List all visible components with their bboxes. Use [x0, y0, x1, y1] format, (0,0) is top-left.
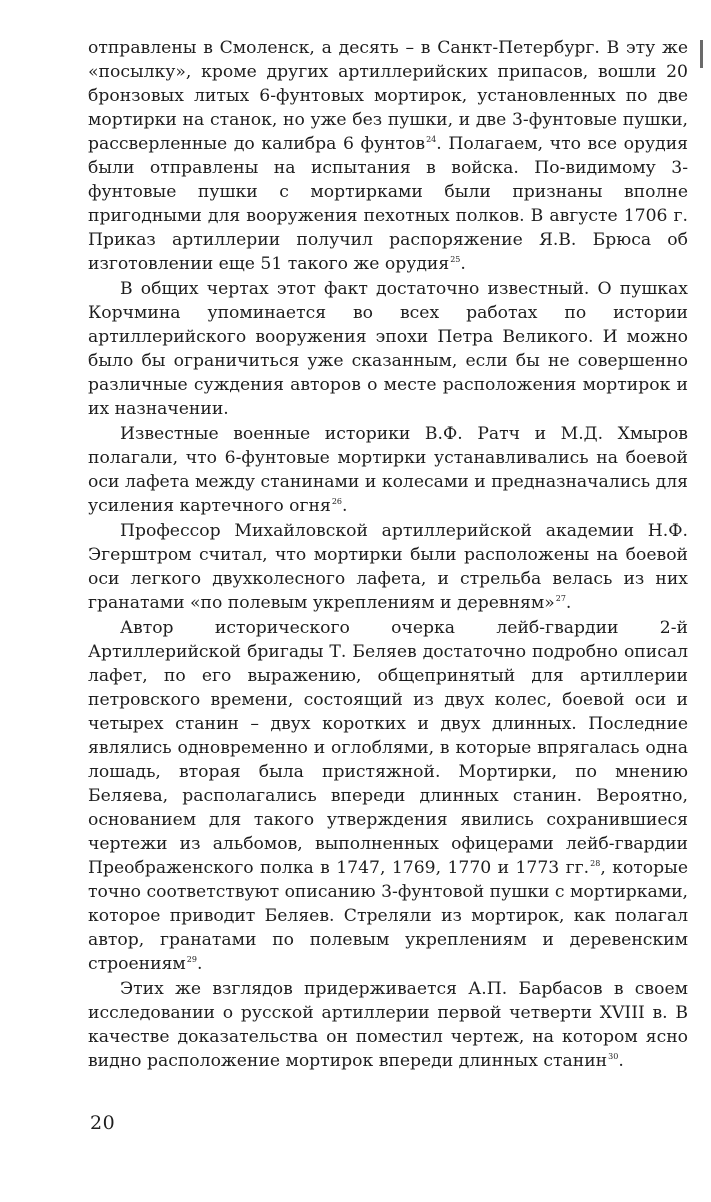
paragraph — [88, 977, 688, 1073]
footnote-marker: 25 — [450, 255, 461, 265]
paragraph-text: . — [565, 593, 572, 613]
paragraph-text: . — [196, 954, 203, 974]
book-page — [88, 36, 688, 1073]
footnote-marker: 24 — [426, 135, 437, 145]
paragraph — [88, 36, 688, 276]
paragraph-text: отправлены в Смоленск, а десять – в Санкт-Петербург. В эту же «посылку», кроме других артиллерийских припасов, вошли 20 бронзовых литых 6-фунтовых мортирок, установленных по две мортирки на станок, но уже без пушки, и две 3-фунтовые пушки, рассверленные до калибра 6 фунтов — [88, 38, 688, 154]
footnote-marker: 28 — [590, 859, 601, 869]
footnote-marker: 30 — [608, 1052, 619, 1062]
paragraph-text: . — [618, 1051, 624, 1071]
paragraph-text: , которые точно соответствуют описанию 3-фунтовой пушки с мортирками, которое приводит Беляев. Стреляли из мортирок, как полагал автор, гранатами по полевым укреплениям и деревенским строениям — [88, 858, 689, 974]
page-number: 20 — [90, 1112, 116, 1134]
paragraph-text: . — [342, 496, 348, 516]
paragraph-text: Автор исторического очерка лейб-гвардии 2-й Артиллерийской бригады Т. Беляев достаточно подробно описал лафет, по его выражению, общепринятый для артиллерии петровского времени, состоящий из двух колес, боевой оси и четырех станин – двух коротких и двух длинных. Последние являлись одновременно и оглоблями, в которые впрягалась одна лошадь, вторая была пристяжной. Мортирки, по мнению Беляева, располагались впереди длинных станин. Вероятно, основанием для такого утверждения явились сохранившиеся чертежи из альбомов, выполненных офицерами лейб-гвардии Преображенского полка в 1747, 1769, 1770 и 1773 гг. — [88, 618, 688, 878]
paragraph-text: Известные военные историки В.Ф. Ратч и М.Д. Хмыров полагали, что 6-фунтовые мортирки устанавливались на боевой оси лафета между станинами и колесами и предназначались для усиления картечного огня — [88, 424, 688, 516]
scan-edge-mark — [700, 40, 703, 68]
paragraph — [88, 519, 688, 615]
footnote-marker: 29 — [186, 955, 197, 965]
paragraph-text: Профессор Михайловской артиллерийской академии Н.Ф. Эгерштром считал, что мортирки были расположены на боевой оси легкого двухколесного лафета, и стрельба велась из них гранатами «по полевым укреплениям и деревням» — [88, 521, 688, 613]
footnote-marker: 26 — [331, 497, 342, 507]
paragraph — [88, 616, 688, 976]
paragraph — [88, 277, 688, 421]
paragraph-text: В общих чертах этот факт достаточно известный. О пушках Корчмина упоминается во всех работах по истории артиллерийского вооружения эпохи Петра Великого. И можно было бы ограничиться уже сказанным, если бы не совершенно различные суждения авторов о месте расположения мортирок и их назначении. — [88, 279, 688, 419]
paragraph — [88, 422, 688, 518]
paragraph-text: . Полагаем, что все орудия были отправлены на испытания в войска. По-видимому 3-фунтовые пушки с мортирками были признаны вполне пригодными для вооружения пехотных полков. В августе 1706 г. Приказ артиллерии получил распоряжение Я.В. Брюса об изготовлении еще 51 такого же орудия — [88, 134, 688, 274]
paragraph-text: Этих же взглядов придерживается А.П. Барбасов в своем исследовании о русской артиллерии первой четверти XVIII в. В качестве доказательства он поместил чертеж, на котором ясно видно расположение мортирок впереди длинных станин — [88, 979, 688, 1071]
footnote-marker: 27 — [555, 594, 566, 604]
paragraph-text: . — [460, 254, 466, 274]
